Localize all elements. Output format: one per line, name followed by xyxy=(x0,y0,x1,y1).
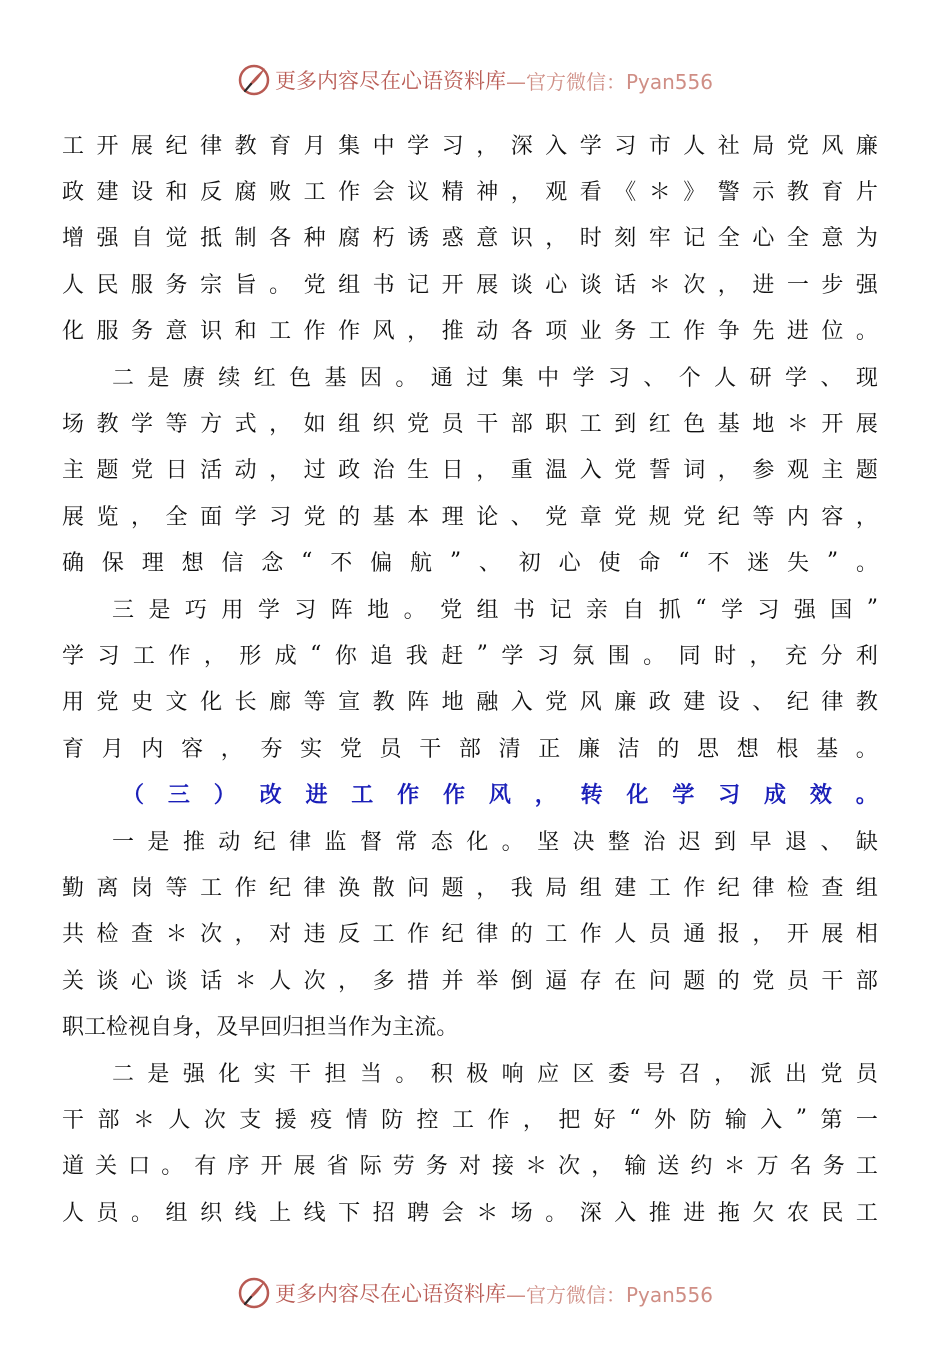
quill-seal-icon xyxy=(237,63,271,97)
text-line: 职 工 检 视 自 身 ， 及 早 回 归 担 当 作 为 主 流 。 xyxy=(62,1015,459,1041)
banner-main-text: 更多内容尽在心语资料库 xyxy=(274,69,506,93)
document-body xyxy=(62,121,878,1234)
text-line: 用 党 史 文 化 长 廊 等 宣 教 阵 地 融 入 党 风 廉 政 建 设 、 纪 律 教 xyxy=(62,690,878,716)
text-line: 共 检 查 ＊ 次 ， 对 违 反 工 作 纪 律 的 工 作 人 员 通 报 ， 开 展 相 xyxy=(62,922,878,948)
text-line: 场 教 学 等 方 式 ， 如 组 织 党 员 干 部 职 工 到 红 色 基 地 ＊ 开 展 xyxy=(62,412,878,438)
text-line: 关 谈 心 谈 话 ＊ 人 次 ， 多 措 并 举 倒 逼 存 在 问 题 的 党 员 干 部 xyxy=(62,968,878,994)
text-line: 三 是 巧 用 学 习 阵 地 。 党 组 书 记 亲 自 抓 “ 学 习 强 国 ” xyxy=(112,595,878,623)
header-banner xyxy=(0,60,950,100)
text-line: 主 题 党 日 活 动 ， 过 政 治 生 日 ， 重 温 入 党 誓 词 ， 参 观 主 题 xyxy=(62,458,878,484)
footer-banner xyxy=(0,1273,950,1313)
text-line: 政 建 设 和 反 腐 败 工 作 会 议 精 神 ， 观 看 《 ＊ 》 警 示 教 育 片 xyxy=(62,180,878,206)
section-heading: （ 三 ） 改 进 工 作 作 风 ， 转 化 学 习 成 效 。 xyxy=(122,782,878,809)
quill-seal-icon xyxy=(237,1276,271,1310)
banner-main-text: 更多内容尽在心语资料库 xyxy=(274,1282,506,1306)
text-line: 工 开 展 纪 律 教 育 月 集 中 学 习 ， 深 入 学 习 市 人 社 局 党 风 廉 xyxy=(62,133,878,159)
text-line: 一 是 推 动 纪 律 监 督 常 态 化 。 坚 决 整 治 迟 到 早 退 、 缺 xyxy=(112,829,878,855)
text-line: 二 是 强 化 实 干 担 当 。 积 极 响 应 区 委 号 召 ， 派 出 党 员 xyxy=(112,1061,878,1087)
text-line: 育 月 内 容 ， 夯 实 党 员 干 部 清 正 廉 洁 的 思 想 根 基 。 xyxy=(62,736,878,762)
text-line: 干 部 ＊ 人 次 支 援 疫 情 防 控 工 作 ， 把 好 “ 外 防 输 入 ” 第 一 xyxy=(62,1105,878,1133)
text-line: 增 强 自 觉 抵 制 各 种 腐 朽 诱 惑 意 识 ， 时 刻 牢 记 全 心 全 意 为 xyxy=(62,226,878,252)
text-line: 确 保 理 想 信 念 “ 不 偏 航 ” 、 初 心 使 命 “ 不 迷 失 ” 。 xyxy=(62,549,878,577)
text-line: 勤 离 岗 等 工 作 纪 律 涣 散 问 题 ， 我 局 组 建 工 作 纪 律 检 查 组 xyxy=(62,875,878,901)
text-line: 道 关 口 。 有 序 开 展 省 际 劳 务 对 接 ＊ 次 ， 输 送 约 ＊ 万 名 务 工 xyxy=(62,1154,878,1180)
text-line: 人 员 。 组 织 线 上 线 下 招 聘 会 ＊ 场 。 深 入 推 进 拖 欠 农 民 工 xyxy=(62,1200,878,1226)
banner-wechat-text: —官方微信：Pyan556 xyxy=(505,1282,713,1307)
text-line: 化 服 务 意 识 和 工 作 作 风 ， 推 动 各 项 业 务 工 作 争 先 进 位 。 xyxy=(62,319,878,345)
text-line: 学 习 工 作 ， 形 成 “ 你 追 我 赶 ” 学 习 氛 围 。 同 时 ， 充 分 利 xyxy=(62,641,878,669)
text-line: 展 览 ， 全 面 学 习 党 的 基 本 理 论 、 党 章 党 规 党 纪 等 内 容 ， xyxy=(62,504,878,530)
banner-wechat-text: —官方微信：Pyan556 xyxy=(505,69,713,94)
text-line: 人 民 服 务 宗 旨 。 党 组 书 记 开 展 谈 心 谈 话 ＊ 次 ， 进 一 步 强 xyxy=(62,272,878,298)
text-line: 二 是 赓 续 红 色 基 因 。 通 过 集 中 学 习 、 个 人 研 学 、 现 xyxy=(112,365,878,391)
